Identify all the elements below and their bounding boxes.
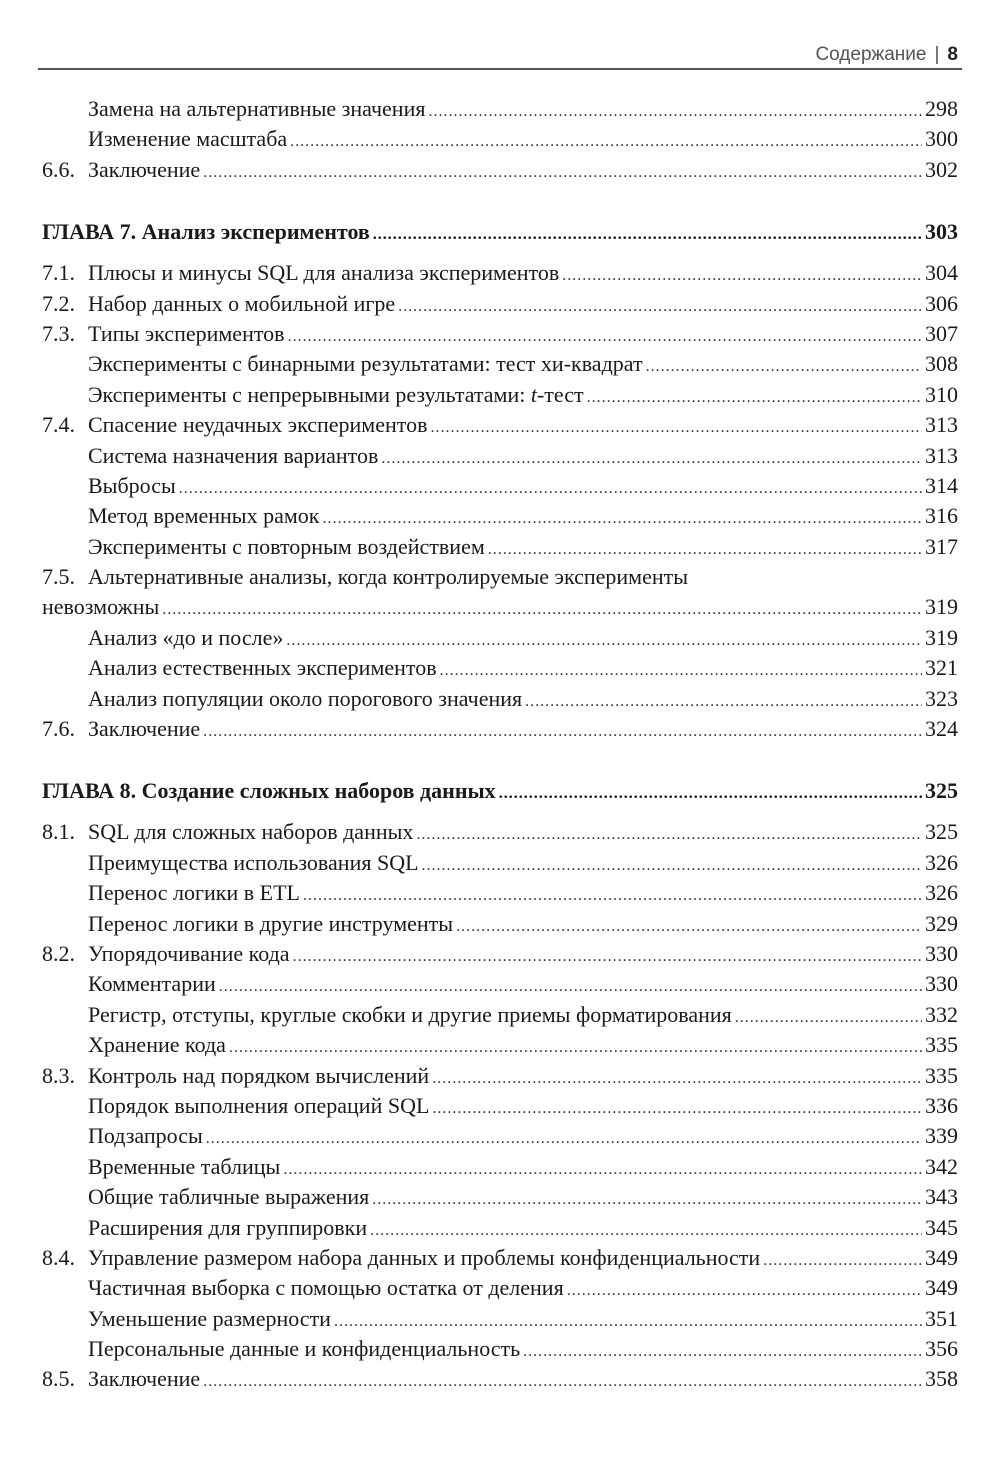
- dot-leader: [432, 1094, 922, 1124]
- toc-entry-number: 7.6.: [42, 716, 75, 742]
- toc-entry[interactable]: [42, 1304, 958, 1334]
- running-header: [38, 41, 962, 70]
- dot-leader: [229, 1033, 922, 1063]
- toc-entry-page: 336: [925, 1092, 958, 1118]
- toc-entry-page: 310: [925, 381, 958, 407]
- toc-entry-title: Регистр, отступы, круглые скобки и другие приемы форматирования: [88, 1001, 732, 1027]
- toc-entry-title: Частичная выборка с помощью остатка от деления: [88, 1275, 564, 1301]
- toc-entry[interactable]: [42, 410, 958, 440]
- toc-entry-title: Перенос логики в другие инструменты: [88, 910, 454, 936]
- toc-entry-title: Персональные данные и конфиденциальность: [88, 1336, 521, 1362]
- dot-leader: [456, 912, 922, 942]
- toc-entry-title: Общие табличные выражения: [88, 1184, 370, 1210]
- toc-entry[interactable]: [42, 1243, 958, 1273]
- toc-entry-title: Анализ популяции около порогового значения: [88, 685, 523, 711]
- toc-entry-page: 356: [925, 1336, 958, 1362]
- toc-entry-title: [88, 380, 584, 410]
- toc-entry-title: Временные таблицы: [88, 1153, 281, 1179]
- toc-entry-page: 298: [925, 96, 958, 121]
- toc-entry[interactable]: [42, 441, 958, 471]
- toc-entry[interactable]: [42, 319, 958, 349]
- toc-entry-page: 343: [925, 1184, 958, 1210]
- toc-entry-title: Эксперименты с повторным воздействием: [88, 533, 485, 559]
- chapter-heading[interactable]: [42, 774, 958, 808]
- toc-entry-title: Перенос логики в ETL: [88, 880, 300, 906]
- toc-entry[interactable]: [42, 532, 958, 562]
- chapter-heading[interactable]: [42, 215, 958, 249]
- dot-leader: [288, 322, 922, 352]
- toc-entry-number: 7.2.: [42, 290, 75, 316]
- toc-entry-page: 345: [925, 1214, 958, 1240]
- toc-entry-number: 6.6.: [42, 156, 75, 182]
- toc-entry[interactable]: [42, 289, 958, 319]
- toc-entry[interactable]: [42, 1152, 958, 1182]
- dot-leader: [440, 656, 922, 686]
- toc-entry-title: Расширения для группировки: [88, 1214, 368, 1240]
- toc-entry[interactable]: [42, 124, 958, 154]
- toc-entry[interactable]: [42, 94, 958, 124]
- toc-entry-number: 8.3.: [42, 1062, 75, 1088]
- dot-leader: [219, 972, 922, 1002]
- dot-leader: [488, 535, 922, 565]
- toc-entry-title: Набор данных о мобильной игре: [88, 290, 396, 316]
- dot-leader: [290, 127, 922, 157]
- header-separator: |: [934, 44, 940, 65]
- toc-entry-title: Заключение: [88, 156, 201, 182]
- toc-entry-page: 316: [925, 503, 958, 529]
- toc-entry[interactable]: [42, 1213, 958, 1243]
- dot-leader: [372, 1185, 922, 1215]
- dot-leader: [735, 1003, 922, 1033]
- toc-entry-page: 349: [925, 1275, 958, 1301]
- toc-entry-continuation[interactable]: [42, 592, 958, 622]
- toc-entry-number: 7.4.: [42, 412, 75, 438]
- toc-entry-number: 7.5.: [42, 564, 75, 590]
- toc-entry[interactable]: [42, 258, 958, 288]
- toc-entry[interactable]: [42, 1121, 958, 1151]
- dot-leader: [646, 352, 922, 382]
- toc-entry-page: 324: [925, 716, 958, 742]
- toc-entry[interactable]: [42, 909, 958, 939]
- toc-entry-title: Комментарии: [88, 971, 216, 997]
- dot-leader: [283, 1155, 922, 1185]
- dot-leader: [162, 595, 922, 625]
- chapter-page: 325: [925, 778, 958, 804]
- toc-entry-title: Эксперименты с бинарными результатами: тест хи-квадрат: [88, 351, 643, 377]
- dot-leader: [370, 1216, 922, 1246]
- toc-entry-page: 339: [925, 1123, 958, 1149]
- toc-entry-title: Типы экспериментов: [88, 320, 285, 346]
- toc-entry-title: Метод временных рамок: [88, 503, 320, 529]
- toc-entry-page: 335: [925, 1062, 958, 1088]
- dot-leader: [203, 1367, 922, 1397]
- dot-leader: [286, 626, 922, 656]
- dot-leader: [523, 1337, 922, 1367]
- dot-leader: [398, 292, 922, 322]
- toc-entry-number: 8.5.: [42, 1366, 75, 1392]
- toc-entry-page: 308: [925, 351, 958, 377]
- dot-leader: [293, 942, 922, 972]
- toc-entry-page: 330: [925, 971, 958, 997]
- toc-entry[interactable]: [42, 471, 958, 501]
- dot-leader: [416, 820, 922, 850]
- toc-entry-title: Заключение: [88, 716, 201, 742]
- dot-leader: [567, 1276, 922, 1306]
- toc-entry[interactable]: [42, 714, 958, 744]
- toc-entry-number: 7.3.: [42, 320, 75, 346]
- dot-leader: [373, 218, 922, 252]
- toc-entry-title: Хранение кода: [88, 1032, 226, 1058]
- chapter-title: ГЛАВА 7. Анализ экспериментов: [42, 219, 370, 245]
- dot-leader: [179, 474, 922, 504]
- dot-leader: [428, 97, 922, 127]
- toc-entry-page: 321: [925, 655, 958, 681]
- toc-entry-page: 302: [925, 156, 958, 182]
- toc-entry[interactable]: [42, 939, 958, 969]
- toc-entry-number: 7.1.: [42, 260, 75, 286]
- toc-entry[interactable]: [42, 817, 958, 847]
- toc-entry-number: 8.4.: [42, 1244, 75, 1270]
- toc-entry-page: 313: [925, 412, 958, 438]
- dot-leader: [334, 1307, 922, 1337]
- dot-leader: [562, 261, 922, 291]
- header-text: [815, 44, 958, 66]
- toc-entry[interactable]: [42, 653, 958, 683]
- toc-entry-page: 332: [925, 1001, 958, 1027]
- toc-entry-title: Заключение: [88, 1366, 201, 1392]
- dot-leader: [422, 851, 922, 881]
- toc-entry-page: 323: [925, 685, 958, 711]
- dot-leader: [203, 158, 922, 188]
- toc-entry-title: Система назначения вариантов: [88, 442, 379, 468]
- toc-entry-title: Порядок выполнения операций SQL: [88, 1092, 430, 1118]
- dot-leader: [499, 777, 922, 811]
- toc-entry-title: Уменьшение размерности: [88, 1305, 331, 1331]
- toc-entry-title: Замена на альтернативные значения: [88, 96, 426, 121]
- toc-entry[interactable]: [42, 1334, 958, 1364]
- toc-entry[interactable]: [42, 1364, 958, 1394]
- toc-entry-page: 330: [925, 940, 958, 966]
- toc-entry-page: 335: [925, 1032, 958, 1058]
- toc-entry[interactable]: [42, 349, 958, 379]
- toc-entry-page: 325: [925, 819, 958, 845]
- toc-entry[interactable]: [42, 1000, 958, 1030]
- dot-leader: [763, 1246, 922, 1276]
- toc-entry[interactable]: [42, 155, 958, 185]
- toc-entry[interactable]: [42, 969, 958, 999]
- toc-entry-title: SQL для сложных наборов данных: [88, 819, 414, 845]
- toc-entry-number: 8.1.: [42, 819, 75, 845]
- toc-entry-title-continuation: невозможны: [42, 594, 160, 620]
- toc-entry-title: Анализ «до и после»: [88, 624, 284, 650]
- dot-leader: [206, 1124, 922, 1154]
- toc-entry-title: Выбросы: [88, 472, 176, 498]
- toc-entry-number: 8.2.: [42, 940, 75, 966]
- dot-leader: [525, 687, 922, 717]
- toc-entry-page: 349: [925, 1244, 958, 1270]
- toc-entry-page: 300: [925, 126, 958, 152]
- toc-entry-title: Упорядочивание кода: [88, 940, 290, 966]
- toc-entry-title: Плюсы и минусы SQL для анализа экспериментов: [88, 260, 560, 286]
- header-page-number: 8: [947, 44, 958, 65]
- toc-entry-page: 326: [925, 880, 958, 906]
- title-part: Эксперименты с непрерывными результатами:: [88, 381, 531, 407]
- toc-entry-page: 326: [925, 849, 958, 875]
- toc-entry[interactable]: [42, 623, 958, 653]
- dot-leader: [587, 383, 922, 413]
- toc-entry-page: 314: [925, 472, 958, 498]
- toc-entry-page: 304: [925, 260, 958, 286]
- toc-entry[interactable]: [42, 684, 958, 714]
- toc-entry-title: Изменение масштаба: [88, 126, 288, 152]
- header-section: Содержание: [815, 44, 927, 65]
- toc-entry[interactable]: [42, 848, 958, 878]
- toc-entry-title: Преимущества использования SQL: [88, 849, 419, 875]
- toc-entry[interactable]: [42, 1091, 958, 1121]
- toc-entry-page: 313: [925, 442, 958, 468]
- toc-entry-page: 319: [925, 594, 958, 620]
- toc-entry-page: 351: [925, 1305, 958, 1331]
- title-part: -тест: [536, 381, 584, 407]
- toc-entry-page: 329: [925, 910, 958, 936]
- toc-entry-page: 319: [925, 624, 958, 650]
- toc-entry-page: 358: [925, 1366, 958, 1392]
- toc-entry[interactable]: [42, 1182, 958, 1212]
- toc-entry-title: Контроль над порядком вычислений: [88, 1062, 430, 1088]
- toc-entry[interactable]: [42, 501, 958, 531]
- table-of-contents: [42, 94, 958, 1395]
- toc-entry-page: 306: [925, 290, 958, 316]
- toc-entry-page: 307: [925, 320, 958, 346]
- toc-entry[interactable]: [42, 562, 958, 592]
- toc-entry-title: Спасение неудачных экспериментов: [88, 412, 428, 438]
- toc-entry[interactable]: [42, 1030, 958, 1060]
- toc-entry-title: Анализ естественных экспериментов: [88, 655, 437, 681]
- toc-entry[interactable]: [42, 1273, 958, 1303]
- toc-entry-page: 317: [925, 533, 958, 559]
- chapter-page: 303: [925, 219, 958, 245]
- dot-leader: [322, 504, 922, 534]
- toc-entry-title: Подзапросы: [88, 1123, 203, 1149]
- dot-leader: [203, 717, 922, 747]
- dot-leader: [303, 881, 922, 911]
- toc-entry[interactable]: [42, 1061, 958, 1091]
- chapter-title: ГЛАВА 8. Создание сложных наборов данных: [42, 778, 496, 804]
- toc-entry-page: 342: [925, 1153, 958, 1179]
- dot-leader: [381, 444, 922, 474]
- dot-leader: [432, 1064, 922, 1094]
- toc-entry-title: Управление размером набора данных и проблемы конфиденциальности: [88, 1244, 761, 1270]
- title-italic-part: t: [530, 381, 537, 407]
- toc-entry-title: Альтернативные анализы, когда контролируемые эксперименты: [88, 564, 689, 590]
- toc-entry[interactable]: [42, 878, 958, 908]
- dot-leader: [430, 413, 922, 443]
- toc-entry[interactable]: [42, 380, 958, 410]
